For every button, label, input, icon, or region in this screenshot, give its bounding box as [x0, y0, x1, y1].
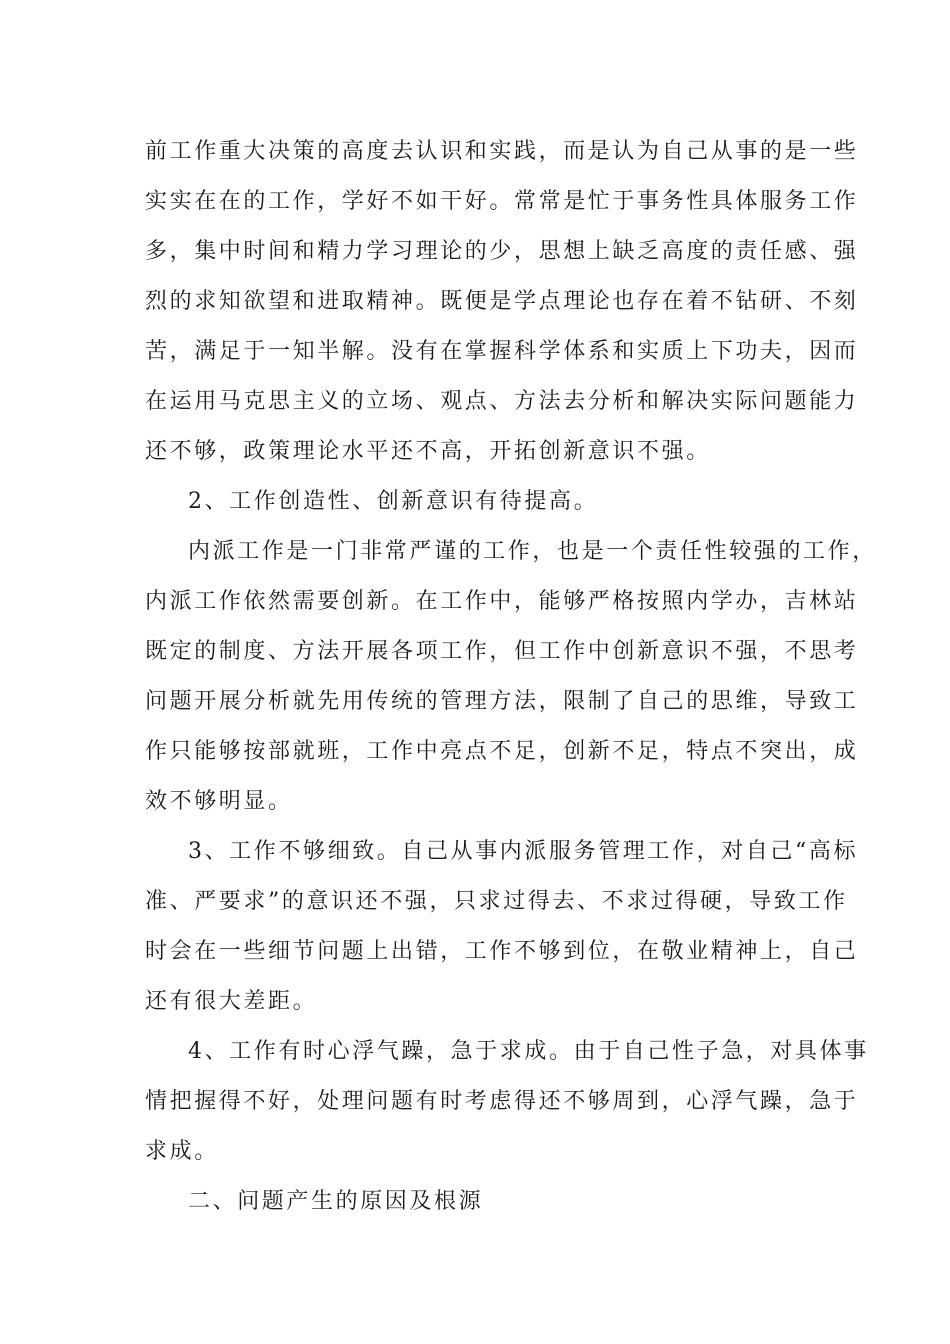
- section-heading-two: 二、问题产生的原因及根源: [188, 1189, 484, 1214]
- paragraph-4-line-1: 4、工作有时心浮气躁，急于求成。由于自己性子急，对具体事: [188, 1039, 869, 1064]
- paragraph-1-line-6: 在运用马克思主义的立场、观点、方法去分析和解决实际问题能力: [145, 389, 859, 414]
- paragraph-4-line-3: 求成。: [145, 1139, 219, 1164]
- section-heading-2: 2、工作创造性、创新意识有待提高。: [188, 489, 599, 514]
- paragraph-2-line-1: 内派工作是一门非常严谨的工作，也是一个责任性较强的工作，: [188, 539, 877, 564]
- paragraph-1-line-4: 烈的求知欲望和进取精神。既便是学点理论也存在着不钻研、不刻: [145, 289, 859, 314]
- paragraph-1-line-1: 前工作重大决策的高度去认识和实践，而是认为自己从事的是一些: [145, 139, 859, 164]
- paragraph-2-line-4: 问题开展分析就先用传统的管理方法，限制了自己的思维，导致工: [145, 689, 859, 714]
- paragraph-3-line-1: 3、工作不够细致。自己从事内派服务管理工作，对自己“高标: [188, 839, 859, 864]
- paragraph-2-line-3: 既定的制度、方法开展各项工作，但工作中创新意识不强，不思考: [145, 639, 859, 664]
- paragraph-2-line-2: 内派工作依然需要创新。在工作中，能够严格按照内学办，吉林站: [145, 589, 859, 614]
- paragraph-1-line-7: 还不够，政策理论水平还不高，开拓创新意识不强。: [145, 439, 711, 464]
- paragraph-1-line-3: 多，集中时间和精力学习理论的少，思想上缺乏高度的责任感、强: [145, 239, 859, 264]
- paragraph-3-line-4: 还有很大差距。: [145, 989, 318, 1014]
- paragraph-1-line-2: 实实在在的工作，学好不如干好。常常是忙于事务性具体服务工作: [145, 189, 859, 214]
- paragraph-2-line-6: 效不够明显。: [145, 789, 293, 814]
- paragraph-2-line-5: 作只能够按部就班，工作中亮点不足，创新不足，特点不突出，成: [145, 739, 859, 764]
- paragraph-3-line-2: 准、严要求”的意识还不强，只求过得去、不求过得硬，导致工作: [145, 889, 848, 914]
- paragraph-3-line-3: 时会在一些细节问题上出错，工作不够到位，在敬业精神上，自己: [145, 939, 859, 964]
- paragraph-1-line-5: 苦，满足于一知半解。没有在掌握科学体系和实质上下功夫，因而: [145, 339, 859, 364]
- paragraph-4-line-2: 情把握得不好，处理问题有时考虑得还不够周到，心浮气躁，急于: [145, 1089, 859, 1114]
